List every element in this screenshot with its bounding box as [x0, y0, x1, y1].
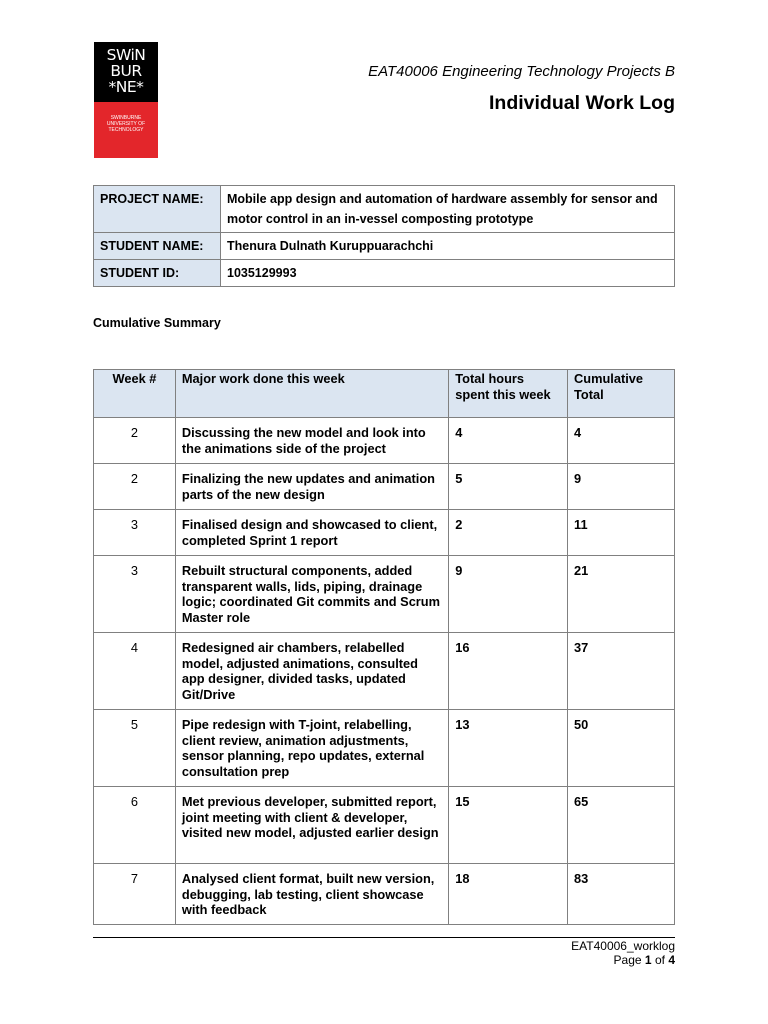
cell-hours: 4	[449, 418, 568, 464]
logo-line-2: BUR	[110, 62, 142, 80]
table-row	[94, 464, 675, 510]
cell-week: 4	[94, 633, 176, 710]
course-title: EAT40006 Engineering Technology Projects B	[368, 63, 675, 80]
cell-hours: 13	[449, 710, 568, 787]
logo-sub-3: TECHNOLOGY	[108, 127, 144, 133]
cell-cumulative: 21	[568, 556, 675, 633]
work-log-table	[93, 369, 675, 925]
table-header-row	[94, 370, 675, 418]
student-row	[94, 233, 675, 260]
cell-cumulative: 11	[568, 510, 675, 556]
footer-divider	[93, 937, 675, 938]
logo-subtitle	[94, 115, 158, 133]
cell-hours: 16	[449, 633, 568, 710]
table-row	[94, 418, 675, 464]
project-value: Mobile app design and automation of hardware assembly for sensor and motor control in an in-vessel composting prototype	[221, 186, 675, 233]
cell-week: 5	[94, 710, 176, 787]
cell-week: 6	[94, 787, 176, 864]
project-row	[94, 186, 675, 233]
cell-hours: 18	[449, 864, 568, 925]
header-hours: Total hours spent this week	[449, 370, 568, 418]
table-row	[94, 787, 675, 864]
cell-work: Met previous developer, submitted report, joint meeting with client & developer, visited new model, adjusted earlier design	[175, 787, 448, 864]
cell-week: 3	[94, 556, 176, 633]
cell-work: Analysed client format, built new version, debugging, lab testing, client showcase with feedback	[175, 864, 448, 925]
cell-cumulative: 65	[568, 787, 675, 864]
footer-page-number	[614, 953, 675, 967]
logo-wordmark	[94, 42, 158, 102]
logo-sub-2: UNIVERSITY OF	[106, 121, 146, 127]
cell-hours: 15	[449, 787, 568, 864]
cell-work: Finalizing the new updates and animation parts of the new design	[175, 464, 448, 510]
page-title: Individual Work Log	[489, 92, 675, 114]
table-row	[94, 556, 675, 633]
student-id-row	[94, 260, 675, 287]
cell-work: Pipe redesign with T-joint, relabelling, client review, animation adjustments, sensor planning, repo updates, external consultation prep	[175, 710, 448, 787]
footer-filename: EAT40006_worklog	[571, 939, 675, 953]
cell-work: Finalised design and showcased to client, completed Sprint 1 report	[175, 510, 448, 556]
logo-line-3: *NE*	[108, 78, 144, 96]
cell-hours: 5	[449, 464, 568, 510]
page-prefix: Page	[613, 953, 642, 967]
table-row	[94, 633, 675, 710]
cell-week: 2	[94, 464, 176, 510]
page-current: 1	[644, 953, 652, 967]
cell-week: 7	[94, 864, 176, 925]
logo-line-1: SWiN	[106, 46, 146, 64]
logo-sub-1: SWINBURNE	[110, 115, 142, 121]
cell-hours: 9	[449, 556, 568, 633]
cell-cumulative: 4	[568, 418, 675, 464]
cell-work: Discussing the new model and look into the animations side of the project	[175, 418, 448, 464]
cell-cumulative: 37	[568, 633, 675, 710]
header-week: Week #	[94, 370, 176, 418]
cell-cumulative: 83	[568, 864, 675, 925]
project-info-table	[93, 185, 675, 287]
table-row	[94, 864, 675, 925]
cell-cumulative: 9	[568, 464, 675, 510]
table-row	[94, 710, 675, 787]
student-value: Thenura Dulnath Kuruppuarachchi	[221, 233, 675, 260]
summary-heading: Cumulative Summary	[93, 316, 221, 330]
header-cumulative: Cumulative Total	[568, 370, 675, 418]
project-label: PROJECT NAME:	[94, 186, 221, 233]
cell-hours: 2	[449, 510, 568, 556]
cell-week: 2	[94, 418, 176, 464]
table-row	[94, 510, 675, 556]
page-total: 4	[668, 953, 675, 967]
cell-work: Redesigned air chambers, relabelled model, adjusted animations, consulted app designer, divided tasks, updated Git/Drive	[175, 633, 448, 710]
student-label: STUDENT NAME:	[94, 233, 221, 260]
cell-work: Rebuilt structural components, added transparent walls, lids, piping, drainage logic; coordinated Git commits and Scrum Master role	[175, 556, 448, 633]
cell-week: 3	[94, 510, 176, 556]
student-id-value: 1035129993	[221, 260, 675, 287]
page-of: of	[654, 953, 665, 967]
student-id-label: STUDENT ID:	[94, 260, 221, 287]
cell-cumulative: 50	[568, 710, 675, 787]
header-work: Major work done this week	[175, 370, 448, 418]
swinburne-logo	[94, 42, 158, 158]
